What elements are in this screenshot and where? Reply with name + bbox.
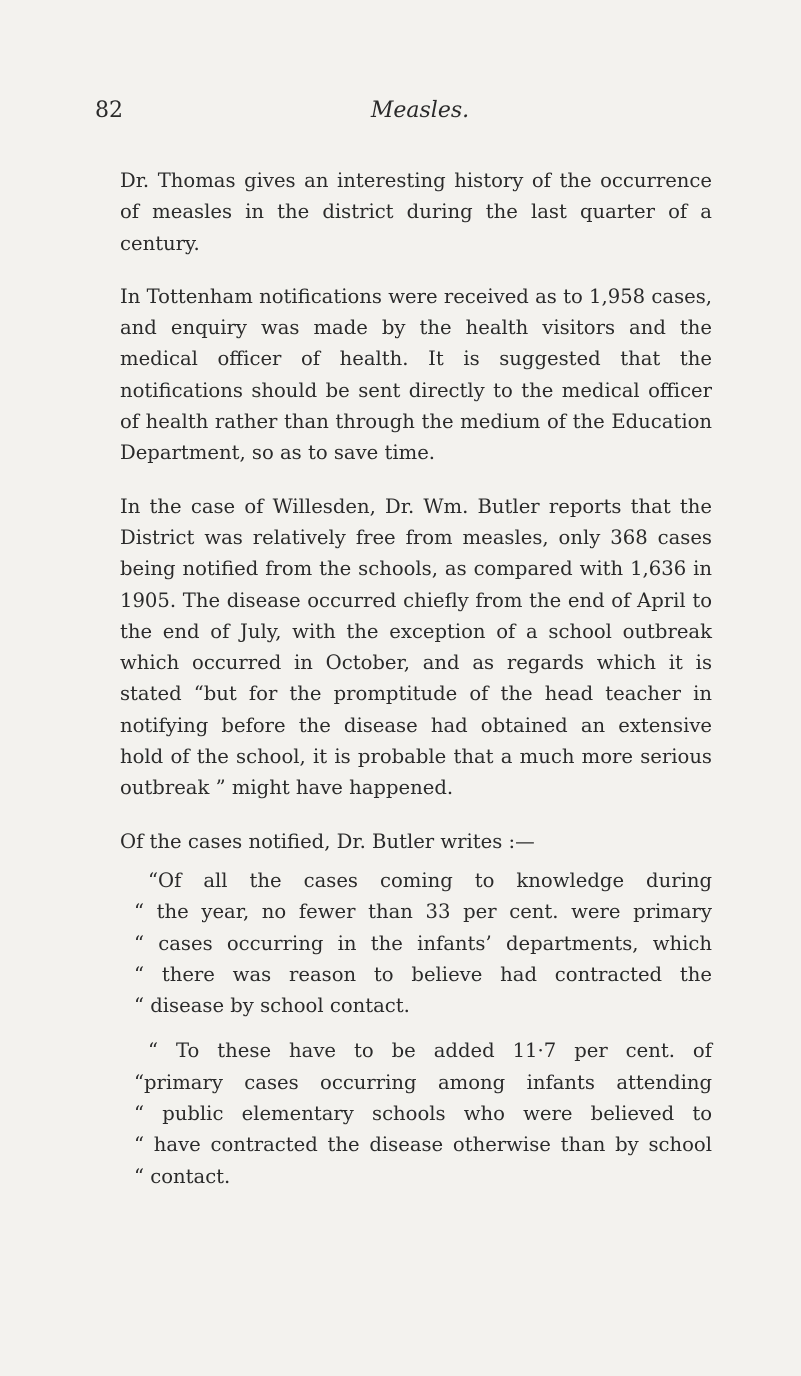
quote-line: “ public elementary schools who were believed to [134, 1102, 712, 1126]
quote-block-first [120, 865, 712, 1021]
quote-line: “primary cases occurring among infants attending [134, 1070, 712, 1094]
quote-block-second [120, 1035, 712, 1191]
quote-line: “ cases occurring in the infants’ departments, which [134, 931, 712, 955]
paragraph-butler-intro: Of the cases notified, Dr. Butler writes :— [120, 829, 535, 853]
quote-line: “Of all the cases coming to knowledge during [148, 868, 712, 892]
page-number: 82 [95, 98, 123, 123]
quote-line: “ there was reason to believe had contracted the [134, 962, 712, 986]
quote-line: “ disease by school contact. [134, 994, 410, 1018]
quote-line: “ contact. [134, 1164, 231, 1188]
paragraph-history: Dr. Thomas gives an interesting history of the occurrence of measles in the district during the last quarter of a century. [120, 169, 712, 255]
paragraph-tottenham: In Tottenham notifications were received as to 1,958 cases, and enquiry was made by the health visitors and the medical officer of health. It is suggested that the notifications should be sent directly to the medical officer of health rather than through the medium of the Education Department, so as to save time. [120, 284, 712, 465]
running-head: Measles. [370, 98, 470, 123]
paragraph-willesden: In the case of Willesden, Dr. Wm. Butler reports that the District was relatively free from measles, only 368 cases being notified from the schools, as compared with 1,636 in 1905. The disease occurred chiefly from the end of April to the end of July, with the exception of a school outbreak which occurred in October, and as regards which it is stated “but for the promptitude of the head teacher in notifying before the disease had obtained an extensive hold of the school, it is probable that a much more serious outbreak ” might have happened. [120, 494, 712, 800]
quote-line: “ To these have to be added 11·7 per cent. of [148, 1039, 712, 1063]
quote-line: “ the year, no fewer than 33 per cent. were primary [134, 900, 712, 924]
quote-line: “ have contracted the disease otherwise than by school [134, 1133, 712, 1157]
body-text [120, 165, 712, 1206]
page-header [95, 98, 715, 134]
